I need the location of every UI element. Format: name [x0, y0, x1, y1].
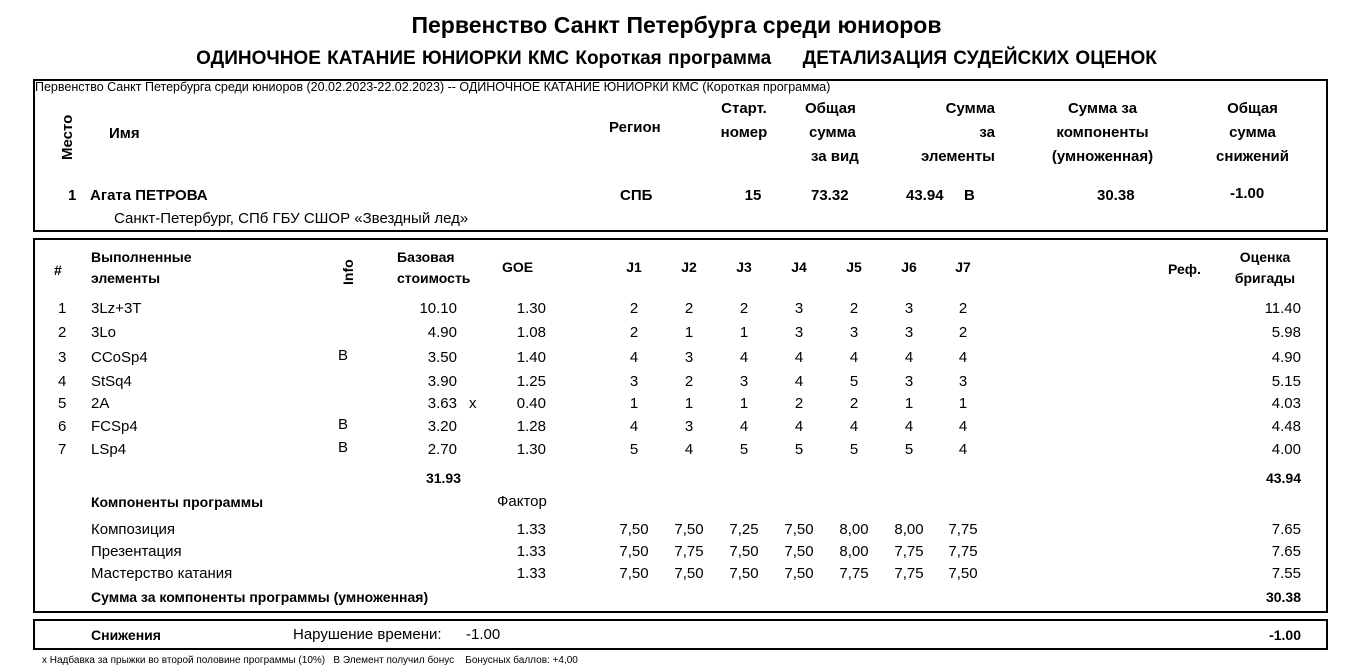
element-judge-score-3: 3 [739, 373, 749, 390]
component-judge-score-6: 8,00 [894, 521, 924, 538]
component-judge-score-2: 7,75 [674, 543, 704, 560]
element-judge-score-1: 5 [629, 441, 639, 458]
component-factor: 1.33 [516, 543, 546, 560]
components-sum-value: 30.38 [1265, 589, 1301, 605]
deduction-item-value: -1.00 [466, 626, 501, 643]
component-judge-score-4: 7,50 [784, 565, 814, 582]
place-header: Место [59, 114, 76, 160]
component-judge-score-6: 7,75 [894, 543, 924, 560]
deductions-sum-header [1205, 97, 1300, 169]
elsum-header-line3: элементы [920, 148, 995, 165]
element-judge-score-3: 2 [739, 300, 749, 317]
total-header [795, 97, 875, 169]
element-goe: 1.25 [516, 373, 546, 390]
element-judge-score-4: 4 [794, 373, 804, 390]
element-base-value: 4.90 [427, 324, 457, 341]
judge-header-3: J3 [736, 259, 752, 275]
element-number: 7 [58, 441, 67, 458]
skater-deductions-total: -1.00 [1230, 185, 1265, 202]
component-name: Композиция [91, 521, 176, 538]
element-judge-score-3: 1 [739, 324, 749, 341]
ded-header-line1: Общая [1227, 100, 1278, 117]
element-name: CCoSp4 [91, 349, 148, 366]
element-judge-score-4: 3 [794, 324, 804, 341]
element-panel-score: 4.90 [1271, 349, 1301, 366]
judge-header-6: J6 [901, 259, 917, 275]
total-header-line2: сумма [809, 124, 856, 141]
element-judge-score-2: 3 [684, 418, 694, 435]
judge-header-7: J7 [955, 259, 971, 275]
element-goe: 1.08 [516, 324, 546, 341]
component-name: Мастерство катания [91, 565, 233, 582]
panel-score-header [1225, 247, 1305, 289]
component-panel-score: 7.65 [1271, 543, 1301, 560]
elsum-header-line2: за [979, 124, 995, 141]
element-name: 3Lz+3T [91, 300, 142, 317]
components-sum-label: Сумма за компоненты программы (умноженная) [91, 589, 429, 605]
base-total: 31.93 [425, 470, 461, 486]
element-base-value: 3.20 [427, 418, 457, 435]
deductions-label: Снижения [91, 627, 161, 643]
element-judge-score-1: 4 [629, 349, 639, 366]
judge-header-4: J4 [791, 259, 807, 275]
base-value-header [397, 247, 470, 289]
skater-total: 73.32 [811, 187, 849, 204]
element-judge-score-7: 4 [958, 349, 968, 366]
component-judge-score-7: 7,50 [948, 565, 978, 582]
element-info: B [338, 416, 349, 433]
element-panel-score: 5.98 [1271, 324, 1301, 341]
ded-header-line3: снижений [1216, 148, 1289, 165]
element-judge-score-7: 2 [958, 324, 968, 341]
component-judge-score-1: 7,50 [619, 543, 649, 560]
component-name: Презентация [91, 543, 182, 560]
element-judge-score-1: 2 [629, 324, 639, 341]
total-header-line1: Общая [805, 100, 856, 117]
skater-elements-total: 43.94 [906, 187, 944, 204]
subtitle-report: ДЕТАЛИЗАЦИЯ СУДЕЙСКИХ ОЦЕНОК [802, 48, 1157, 69]
element-info: B [338, 347, 349, 364]
score-header-line1: Оценка [1239, 249, 1291, 265]
element-judge-score-2: 2 [684, 300, 694, 317]
component-factor: 1.33 [516, 521, 546, 538]
comp-header-line3: (умноженная) [1051, 148, 1154, 165]
elements-sum-header [895, 97, 995, 169]
element-name: 3Lo [91, 324, 117, 341]
deduction-item-label: Нарушение времени: [293, 626, 442, 643]
page-subtitle [0, 48, 1353, 70]
start-number-header [700, 97, 788, 145]
element-judge-score-5: 4 [849, 418, 859, 435]
start-header-line1: Старт. [721, 100, 767, 117]
element-judge-score-7: 1 [958, 395, 968, 412]
page-title: Первенство Санкт Петербурга среди юниоров [411, 12, 942, 38]
element-judge-score-5: 4 [849, 349, 859, 366]
skater-name: Агата ПЕТРОВА [90, 187, 208, 204]
component-judge-score-5: 8,00 [839, 521, 869, 538]
footnote: x Надбавка за прыжки во второй половине программы (10%) B Элемент получил бонус Бонусных баллов: +4,00 [42, 655, 578, 666]
base-header-line1: Базовая [397, 249, 455, 265]
element-info: B [338, 439, 349, 456]
element-name: FCSp4 [91, 418, 138, 435]
judge-header-2: J2 [681, 259, 697, 275]
element-judge-score-1: 1 [629, 395, 639, 412]
component-judge-score-1: 7,50 [619, 521, 649, 538]
component-judge-score-6: 7,75 [894, 565, 924, 582]
element-base-value: 3.50 [427, 349, 457, 366]
element-name: StSq4 [91, 373, 132, 390]
factor-label: Фактор [497, 493, 547, 510]
element-judge-score-1: 3 [629, 373, 639, 390]
component-panel-score: 7.55 [1271, 565, 1301, 582]
element-judge-score-1: 2 [629, 300, 639, 317]
component-judge-score-3: 7,25 [729, 521, 759, 538]
element-goe: 1.40 [516, 349, 546, 366]
region-header: Регион [609, 119, 661, 136]
element-panel-score: 5.15 [1271, 373, 1301, 390]
element-number: 3 [58, 349, 67, 366]
subtitle-category: ОДИНОЧНОЕ КАТАНИЕ ЮНИОРКИ КМС Короткая программа [196, 48, 772, 69]
ded-header-line2: сумма [1229, 124, 1276, 141]
element-goe: 1.28 [516, 418, 546, 435]
component-judge-score-7: 7,75 [948, 521, 978, 538]
elsum-header-line1: Сумма [945, 100, 995, 117]
element-judge-score-6: 4 [904, 418, 914, 435]
referee-header: Реф. [1168, 261, 1201, 277]
skater-elements-flag: B [964, 187, 975, 204]
element-panel-score: 4.00 [1271, 441, 1301, 458]
element-judge-score-3: 4 [739, 349, 749, 366]
element-number: 1 [58, 300, 67, 317]
component-judge-score-5: 8,00 [839, 543, 869, 560]
skater-components-total: 30.38 [1097, 187, 1135, 204]
element-judge-score-5: 3 [849, 324, 859, 341]
element-number: 4 [58, 373, 67, 390]
goe-header: GOE [502, 259, 534, 275]
element-base-value: 3.90 [427, 373, 457, 390]
element-judge-score-4: 4 [794, 418, 804, 435]
component-judge-score-1: 7,50 [619, 565, 649, 582]
element-judge-score-7: 2 [958, 300, 968, 317]
element-judge-score-5: 5 [849, 373, 859, 390]
element-judge-score-6: 3 [904, 373, 914, 390]
component-judge-score-7: 7,75 [948, 543, 978, 560]
element-judge-score-2: 4 [684, 441, 694, 458]
score-header-line2: бригады [1234, 270, 1296, 286]
skater-start-number: 15 [744, 187, 762, 204]
element-name: LSp4 [91, 441, 127, 458]
comp-header-line1: Сумма за [1067, 100, 1138, 117]
element-goe: 1.30 [516, 300, 546, 317]
start-header-line2: номер [720, 124, 768, 141]
element-base-value: 3.63 [427, 395, 457, 412]
element-number: 2 [58, 324, 67, 341]
skater-place: 1 [68, 187, 77, 204]
name-header: Имя [109, 125, 140, 142]
element-goe: 1.30 [516, 441, 546, 458]
element-judge-score-2: 1 [684, 395, 694, 412]
skater-club: Санкт-Петербург, СПб ГБУ СШОР «Звездный лед» [114, 210, 469, 227]
element-judge-score-3: 4 [739, 418, 749, 435]
element-panel-score: 4.03 [1271, 395, 1301, 412]
total-header-line3: за вид [811, 148, 859, 165]
components-sum-header [1035, 97, 1170, 169]
components-title: Компоненты программы [91, 494, 264, 510]
element-judge-score-7: 4 [958, 418, 968, 435]
component-factor: 1.33 [516, 565, 546, 582]
component-judge-score-3: 7,50 [729, 565, 759, 582]
element-number: 5 [58, 395, 67, 412]
element-judge-score-2: 2 [684, 373, 694, 390]
element-bonus-mark: x [469, 395, 477, 412]
element-panel-score: 11.40 [1264, 300, 1301, 317]
element-judge-score-4: 3 [794, 300, 804, 317]
element-base-value: 2.70 [427, 441, 457, 458]
component-panel-score: 7.65 [1271, 521, 1301, 538]
executed-header-line1: Выполненные [91, 249, 192, 265]
component-judge-score-3: 7,50 [729, 543, 759, 560]
deductions-value: -1.00 [1269, 627, 1301, 643]
skater-region: СПБ [620, 187, 653, 204]
element-panel-score: 4.48 [1271, 418, 1301, 435]
comp-header-line2: компоненты [1056, 124, 1149, 141]
element-judge-score-5: 5 [849, 441, 859, 458]
element-number: 6 [58, 418, 67, 435]
component-judge-score-4: 7,50 [784, 543, 814, 560]
element-judge-score-6: 4 [904, 349, 914, 366]
element-base-value: 10.10 [419, 300, 457, 317]
elements-score-total: 43.94 [1265, 470, 1301, 486]
event-line: Первенство Санкт Петербурга среди юниоров (20.02.2023-22.02.2023) -- ОДИНОЧНОЕ КАТАНИЕ ЮНИОРКИ КМС (Короткая программа) [35, 80, 831, 94]
info-header: Info [340, 259, 356, 285]
element-judge-score-7: 4 [958, 441, 968, 458]
num-header: # [54, 262, 62, 278]
element-goe: 0.40 [516, 395, 546, 412]
element-judge-score-3: 1 [739, 395, 749, 412]
element-judge-score-6: 3 [904, 324, 914, 341]
executed-header-line2: элементы [91, 270, 161, 286]
element-judge-score-5: 2 [849, 300, 859, 317]
element-judge-score-2: 1 [684, 324, 694, 341]
element-name: 2A [91, 395, 110, 412]
component-judge-score-4: 7,50 [784, 521, 814, 538]
element-judge-score-5: 2 [849, 395, 859, 412]
element-judge-score-6: 3 [904, 300, 914, 317]
element-judge-score-7: 3 [958, 373, 968, 390]
element-judge-score-4: 2 [794, 395, 804, 412]
judge-header-5: J5 [846, 259, 862, 275]
element-judge-score-4: 5 [794, 441, 804, 458]
element-judge-score-1: 4 [629, 418, 639, 435]
element-judge-score-4: 4 [794, 349, 804, 366]
deductions-box [33, 619, 1328, 650]
judge-header-1: J1 [626, 259, 642, 275]
element-judge-score-6: 5 [904, 441, 914, 458]
base-header-line2: стоимость [397, 270, 471, 286]
element-judge-score-6: 1 [904, 395, 914, 412]
executed-header [91, 247, 192, 289]
element-judge-score-2: 3 [684, 349, 694, 366]
component-judge-score-2: 7,50 [674, 521, 704, 538]
element-judge-score-3: 5 [739, 441, 749, 458]
component-judge-score-5: 7,75 [839, 565, 869, 582]
component-judge-score-2: 7,50 [674, 565, 704, 582]
